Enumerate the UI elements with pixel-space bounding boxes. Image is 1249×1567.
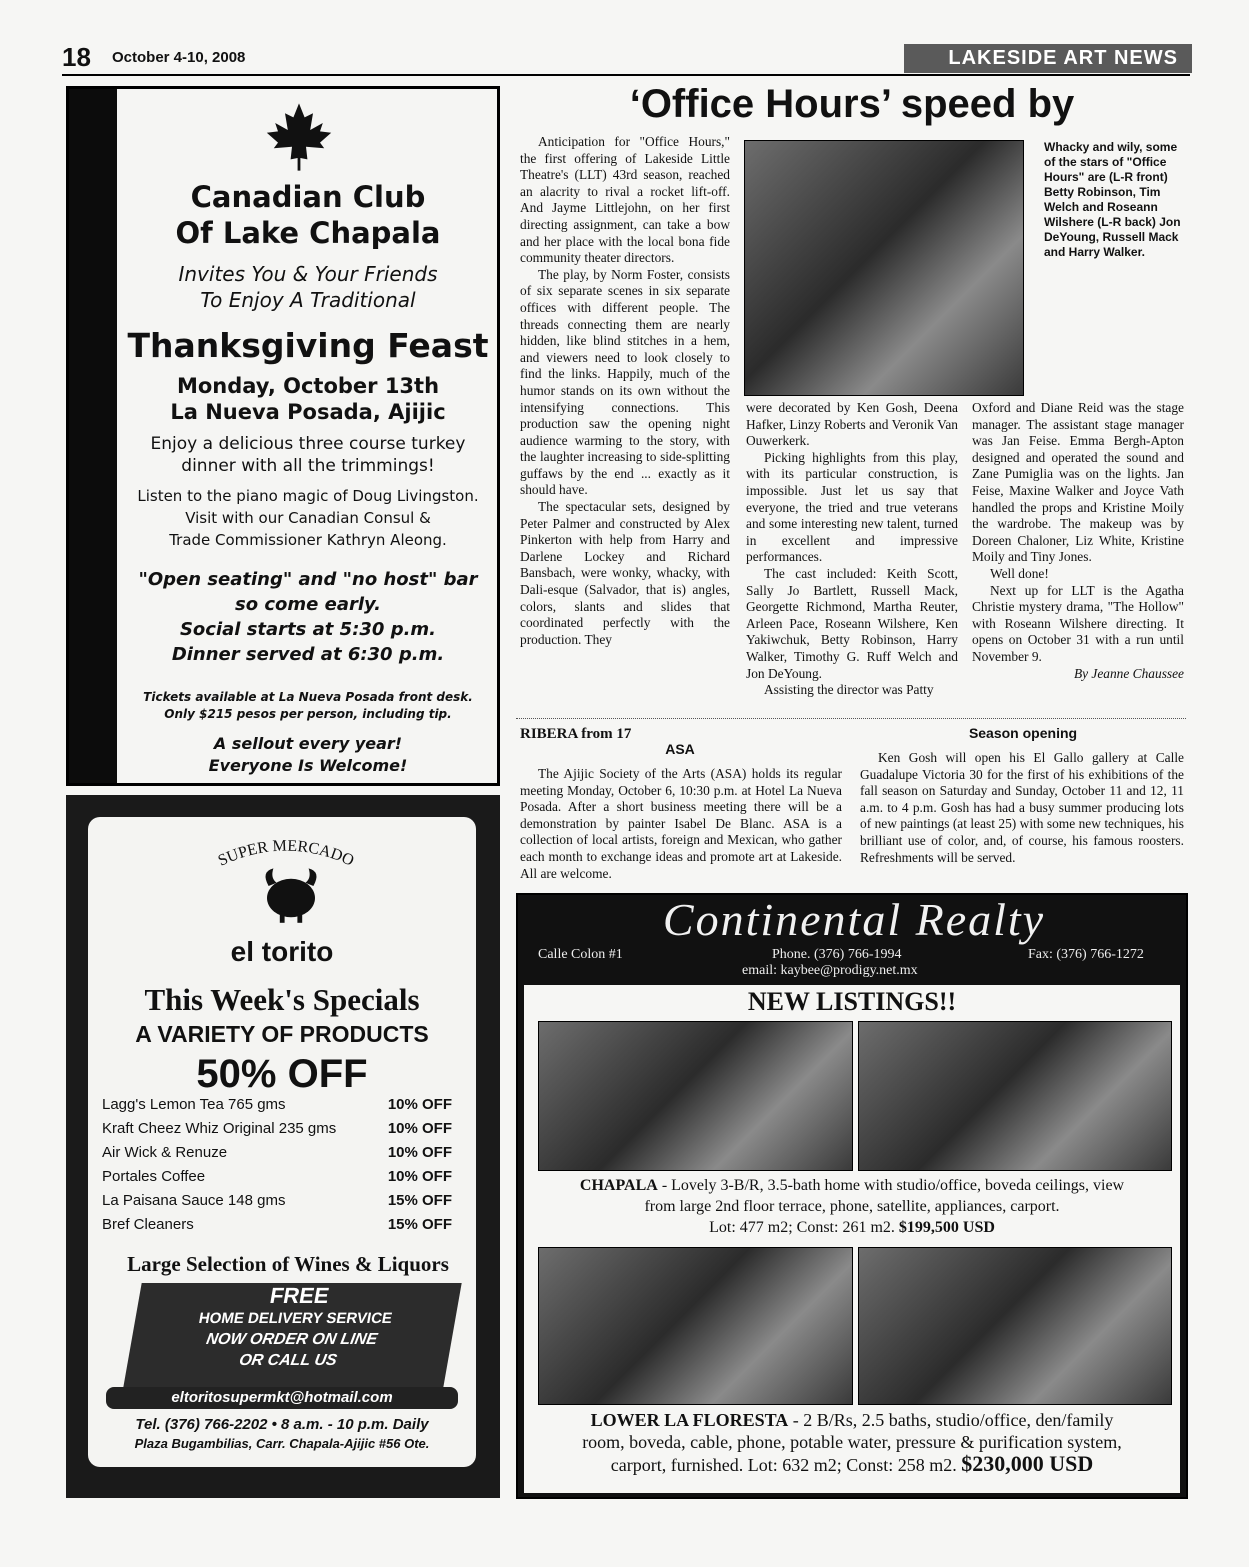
invite-line-2: To Enjoy A Traditional bbox=[200, 288, 416, 312]
article-paragraph: The cast included: Keith Scott, Sally Jo Bartlett, Russell Mack, Georgette Richmond, Martha Reuter, Arleen Pace, Roseann Wilshere, Ken Yakiwchuk, Betty Robinson, Harry Walker, Timothy G. Ruff Welch and Jon DeYoung. bbox=[746, 565, 958, 681]
listing-2-photo-interior bbox=[858, 1247, 1172, 1405]
page-number: 18 bbox=[62, 42, 91, 72]
article-paragraph: Assisting the director was Patty bbox=[764, 682, 934, 698]
sellout-line: A sellout every year! bbox=[213, 734, 403, 753]
tickets-line-1: Tickets available at La Nueva Posada front desk. bbox=[143, 690, 473, 704]
listings-panel bbox=[524, 985, 1180, 1493]
realty-address: Calle Colon #1 bbox=[538, 947, 623, 962]
listing-2-line-3: carport, furnished. Lot: 632 m2; Const: 258 m2. bbox=[610, 1455, 962, 1475]
store-address: Plaza Bugambilias, Carr. Chapala-Ajijic #56 Ote. bbox=[134, 1436, 430, 1451]
asa-paragraph: The Ajijic Society of the Arts (ASA) holds its regular meeting Monday, October 6, 10:30 p.m. at Hotel La Nueva Posada. After a short business meeting there will be a demonstration by painter Isabel De Blanc. ASA is a collection of local artists, foreign and Mexican, who gather each month to exchange ideas and promote art at Lakeside. All are welcome. bbox=[520, 766, 842, 881]
listing-2-place: LOWER LA FLORESTA bbox=[590, 1410, 789, 1430]
seating-line-2: so come early. bbox=[235, 594, 381, 615]
article-byline: By Jeanne Chaussee bbox=[1073, 665, 1184, 681]
listing-2-price: $230,000 USD bbox=[961, 1451, 1094, 1476]
canadian-club-ad bbox=[66, 86, 500, 786]
listing-1-description bbox=[524, 1175, 1180, 1238]
article-paragraph: Anticipation for "Office Hours," the first offering of Lakeside Little Theatre's (LLT) 43rd season, reached an alacrity to rival a rocket lift-off. And Jayme Littlejohn, on her first directing assignment, can take a bow and her place with the local bona fide community theater directors. bbox=[520, 134, 730, 266]
realty-ad bbox=[516, 893, 1188, 1499]
issue-date: October 4-10, 2008 bbox=[112, 49, 246, 66]
article-paragraph: The spectacular sets, designed by Peter Palmer and constructed by Alex Pinkerton with help from Harry and Darlene Lockey and Richard Bansbach, were wonky, whacky, with Dali-esque (Salvador, that is) angles, colors, slants and slides that coordinated perfectly with the production. They bbox=[520, 499, 730, 647]
welcome-line: Everyone Is Welcome! bbox=[208, 756, 408, 775]
event-date: Monday, October 13th bbox=[176, 374, 440, 398]
article-col-1 bbox=[520, 134, 730, 648]
article-col-3 bbox=[972, 400, 1184, 682]
ad-side-bar bbox=[69, 89, 117, 783]
maple-leaf-icon bbox=[264, 97, 334, 177]
club-location: Of Lake Chapala bbox=[175, 216, 441, 250]
cast-photo bbox=[744, 140, 1024, 396]
dinner-time: Dinner served at 6:30 p.m. bbox=[171, 644, 445, 665]
list-item: Kraft Cheez Whiz Original 235 gms 10% OFF bbox=[102, 1120, 452, 1137]
article-paragraph: Well done! bbox=[990, 565, 1049, 581]
listings-title: NEW LISTINGS!! bbox=[747, 987, 957, 1016]
article-divider bbox=[516, 718, 1186, 719]
svg-text:SUPER MERCADO: SUPER MERCADO bbox=[215, 837, 357, 870]
photo-caption: Whacky and wily, some of the stars of "Office Hours" are (L-R front) Betty Robinson, Tim Welch and Roseann Wilshere (L-R back) Jon DeYoung, Russell Mack and Harry Walker. bbox=[1044, 140, 1181, 259]
free-label: FREE bbox=[267, 1283, 332, 1308]
listing-1-photo-exterior bbox=[538, 1021, 853, 1171]
section-banner: LAKESIDE ART NEWS bbox=[904, 44, 1192, 73]
el-torito-ad bbox=[66, 795, 500, 1498]
listing-2-line-1: - 2 B/Rs, 2.5 baths, studio/office, den/family bbox=[788, 1410, 1114, 1430]
listing-2-photo-exterior bbox=[538, 1247, 853, 1405]
dinner-line-1: Enjoy a delicious three course turkey bbox=[150, 434, 466, 454]
invite-line-1: Invites You & Your Friends bbox=[178, 262, 438, 286]
delivery-label: HOME DELIVERY SERVICE bbox=[197, 1310, 394, 1327]
season-paragraph: Ken Gosh will open his El Gallo gallery at Calle Guadalupe Victoria 30 for the first of his exhibitions of the fall season on Saturday and Sunday, October 11 and 12, 11 a.m. to 4 p.m. Gosh has had a busy summer producing lots of new paintings (at least 25) with some new techniques, his brilliant use of color, and, of course, his famous roosters. Refreshments will be served. bbox=[860, 750, 1184, 865]
list-item: La Paisana Sauce 148 gms 15% OFF bbox=[102, 1192, 452, 1209]
asa-heading: ASA bbox=[665, 741, 695, 757]
wines-line: Large Selection of Wines & Liquors bbox=[127, 1252, 449, 1276]
variety-line: A VARIETY OF PRODUCTS bbox=[135, 1021, 429, 1047]
listing-1-photo-interior bbox=[858, 1021, 1172, 1171]
store-name: el torito bbox=[230, 936, 334, 967]
list-item: Lagg's Lemon Tea 765 gms 10% OFF bbox=[102, 1096, 452, 1113]
article-paragraph: were decorated by Ken Gosh, Deena Hafker, Linzy Roberts and Veronik Van Ouwerkerk. bbox=[746, 400, 958, 449]
discount-headline: 50% OFF bbox=[196, 1052, 368, 1096]
asa-column bbox=[520, 766, 842, 882]
order-line-1: NOW ORDER ON LINE bbox=[204, 1331, 379, 1348]
piano-line: Listen to the piano magic of Doug Livingston. bbox=[137, 487, 479, 505]
phone-hours: Tel. (376) 766-2202 • 8 a.m. - 10 p.m. Daily bbox=[135, 1416, 429, 1433]
consul-line-1: Visit with our Canadian Consul & bbox=[185, 509, 431, 527]
social-time: Social starts at 5:30 p.m. bbox=[179, 619, 437, 640]
listing-1-line-2: from large 2nd floor terrace, phone, satellite, appliances, carport. bbox=[644, 1198, 1060, 1215]
realty-phone: Phone. (376) 766-1994 bbox=[772, 947, 902, 962]
consul-line-2: Trade Commissioner Kathryn Aleong. bbox=[169, 531, 447, 549]
listing-2-line-2: room, boveda, cable, phone, potable water, pressure & purification system, bbox=[582, 1432, 1122, 1452]
order-line-2: OR CALL US bbox=[237, 1352, 339, 1369]
list-item: Bref Cleaners 15% OFF bbox=[102, 1216, 452, 1233]
season-column bbox=[860, 750, 1184, 866]
article-paragraph: Oxford and Diane Reid was the stage manager. The assistant stage manager was Jan Feise. Emma Bergh-Apton designed and operated the sound and Zane Pumiglia was on the lights. Jan Feise, Maxine Walker and Joyce Vath handled the props and Kristine Moily the wardrobe. The makeup was by Doreen Chaloner, Liz White, Kristine Moily and Tiny Jones. bbox=[972, 400, 1184, 565]
realty-name: Continental Realty bbox=[662, 894, 1046, 945]
listing-1-place: CHAPALA bbox=[579, 1177, 658, 1194]
listing-1-line-3: Lot: 477 m2; Const: 261 m2. bbox=[709, 1219, 899, 1236]
realty-email[interactable]: email: kaybee@prodigy.net.mx bbox=[742, 963, 918, 978]
listing-2-description bbox=[524, 1409, 1180, 1476]
club-name: Canadian Club bbox=[190, 180, 426, 214]
list-item: Portales Coffee 10% OFF bbox=[102, 1168, 452, 1185]
listing-1-line-1: - Lovely 3-B/R, 3.5-bath home with studio/office, boveda ceilings, view bbox=[657, 1177, 1125, 1194]
realty-fax: Fax: (376) 766-1272 bbox=[1028, 947, 1144, 962]
bull-icon bbox=[251, 859, 331, 929]
event-venue: La Nueva Posada, Ajijic bbox=[170, 400, 446, 424]
article-col-2 bbox=[746, 400, 958, 699]
article-paragraph: Next up for LLT is the Agatha Christie mystery drama, "The Hollow" with Roseann Wilshere directing. It opens on October 31 with a run until November 9. bbox=[972, 582, 1184, 664]
list-item: Air Wick & Renuze 10% OFF bbox=[102, 1144, 452, 1161]
tickets-line-2: Only $215 pesos per person, including tip. bbox=[164, 707, 452, 721]
season-heading: Season opening bbox=[968, 725, 1078, 741]
article-paragraph: Picking highlights from this play, with its particular construction, is impossible. Just let us say that everyone, the tried and true veterans and some interesting new talent, turned in excellent and impressive performances. bbox=[746, 449, 958, 565]
delivery-banner bbox=[122, 1283, 461, 1393]
header-rule bbox=[62, 74, 1190, 76]
specials-title: This Week's Specials bbox=[144, 982, 420, 1017]
article-paragraph: The play, by Norm Foster, consists of six separate scenes in six separate offices with different people. The threads connecting them are nearly hidden, like blind stitches in a hem, and viewers need to look closely to find the links. Happily, much of the humor stands on its own without the intensifying connections. This production saw the opening night audience warming to the story, with the laughter increasing to side-splitting guffaws by the end ... exactly as it should have. bbox=[520, 266, 730, 498]
seating-line-1: "Open seating" and "no host" bar bbox=[138, 569, 478, 590]
specials-list bbox=[102, 1093, 452, 1237]
listing-1-price: $199,500 USD bbox=[898, 1219, 995, 1236]
dinner-line-2: dinner with all the trimmings! bbox=[181, 456, 435, 476]
article-headline: ‘Office Hours’ speed by bbox=[629, 82, 1075, 126]
email-link[interactable]: eltoritosupermkt@hotmail.com bbox=[106, 1387, 458, 1409]
event-title: Thanksgiving Feast bbox=[127, 326, 489, 365]
ribera-jump: RIBERA from 17 bbox=[520, 726, 632, 742]
page-header bbox=[62, 42, 1192, 72]
